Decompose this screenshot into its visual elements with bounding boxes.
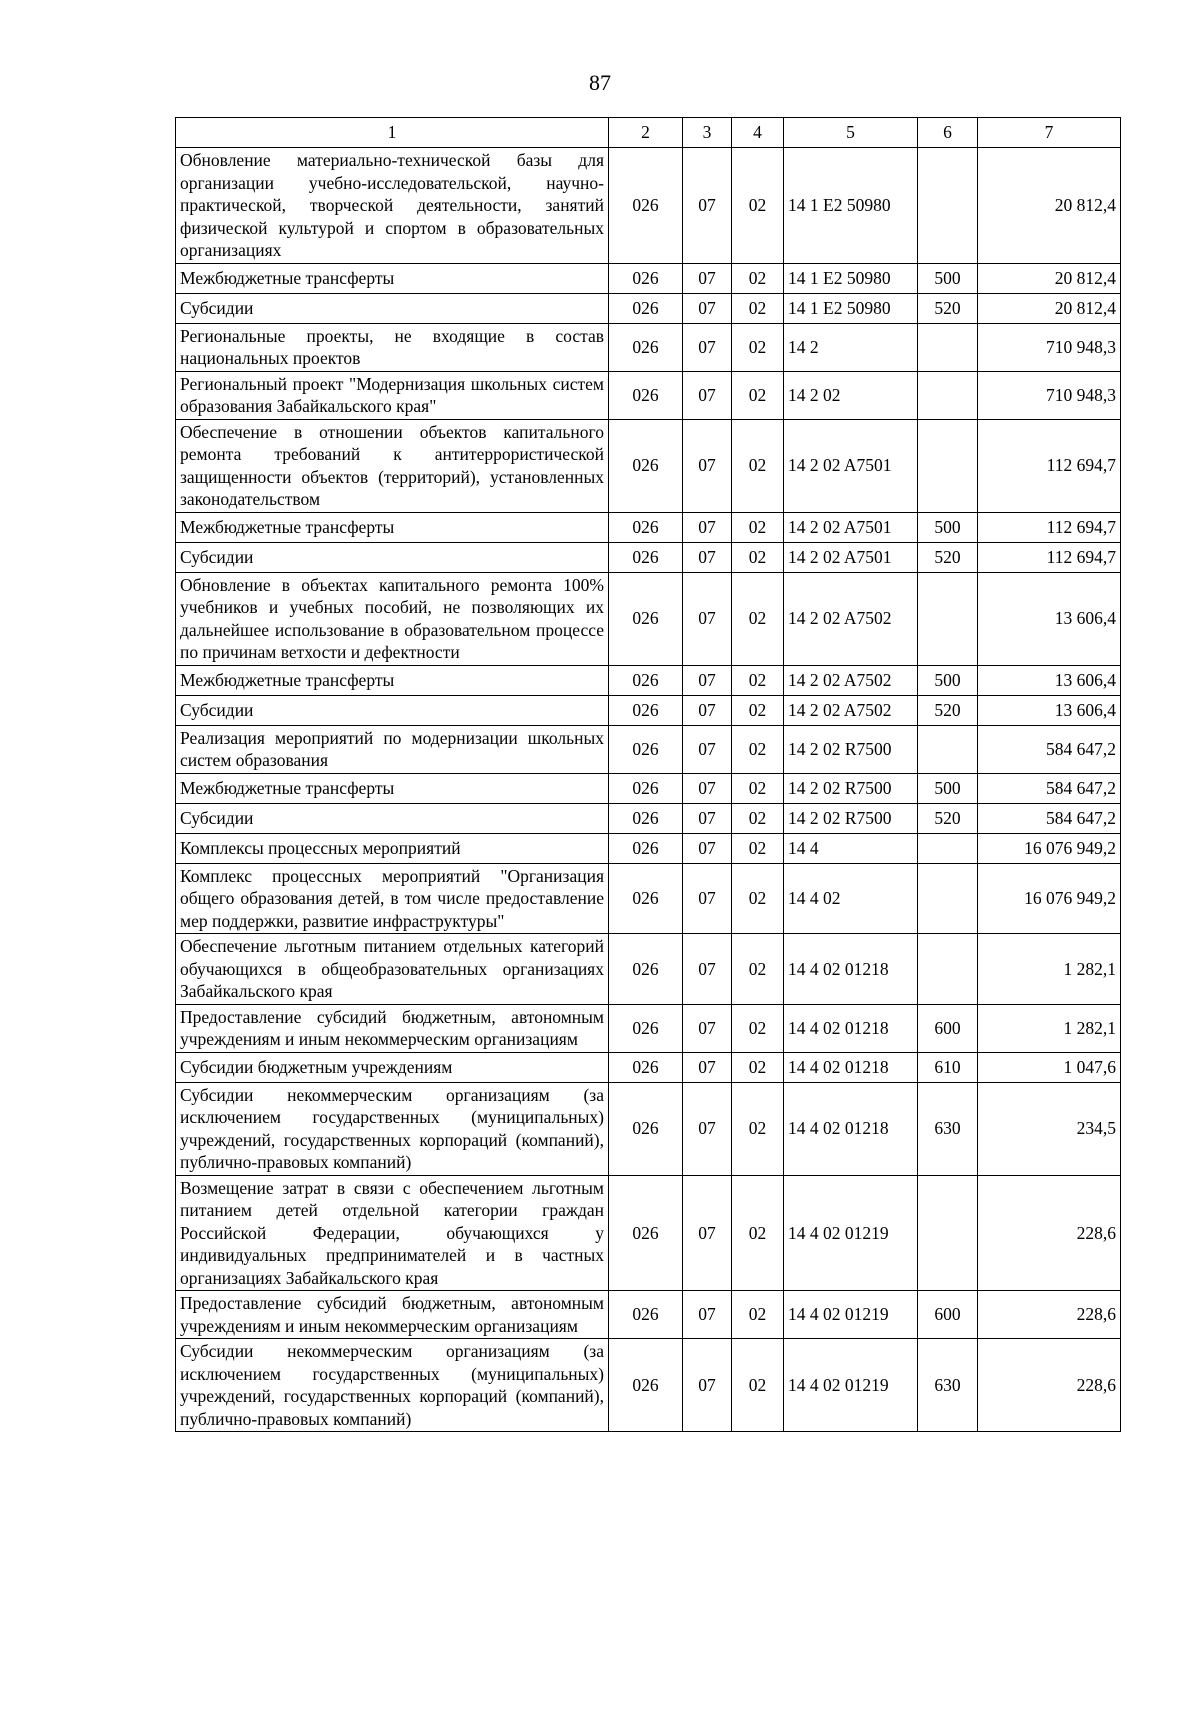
header-col-2: 2 [609, 118, 683, 148]
row-name: Обеспечение в отношении объектов капитального ремонта требований к антитеррористической защищенности объектов (территорий), установленных законодательством [176, 419, 609, 512]
header-col-5: 5 [784, 118, 918, 148]
row-amount: 710 948,3 [978, 371, 1121, 419]
row-amount: 584 647,2 [978, 803, 1121, 833]
row-subsection: 02 [732, 1291, 784, 1339]
row-name: Межбюджетные трансферты [176, 263, 609, 293]
table-row [176, 1082, 1121, 1175]
row-expense-type: 500 [918, 512, 978, 542]
table-row [176, 323, 1121, 371]
row-gr-code: 026 [609, 148, 683, 264]
row-section: 07 [683, 725, 732, 773]
row-expense-type: 600 [918, 1291, 978, 1339]
row-gr-code: 026 [609, 263, 683, 293]
table-row [176, 572, 1121, 665]
row-section: 07 [683, 803, 732, 833]
row-subsection: 02 [732, 1004, 784, 1052]
row-target-article: 14 2 [784, 323, 918, 371]
row-name: Предоставление субсидий бюджетным, автономным учреждениям и иным некоммерческим организациям [176, 1004, 609, 1052]
row-section: 07 [683, 572, 732, 665]
table-row [176, 148, 1121, 264]
row-target-article: 14 4 02 01218 [784, 1004, 918, 1052]
row-target-article: 14 2 02 R7500 [784, 725, 918, 773]
row-target-article: 14 1 E2 50980 [784, 263, 918, 293]
row-name: Субсидии некоммерческим организациям (за исключением государственных (муниципальных) учреждений, государственных корпораций (компаний), публично-правовых компаний) [176, 1339, 609, 1432]
row-expense-type [918, 148, 978, 264]
table-row [176, 833, 1121, 863]
row-amount: 16 076 949,2 [978, 833, 1121, 863]
row-section: 07 [683, 1082, 732, 1175]
row-gr-code: 026 [609, 1339, 683, 1432]
row-subsection: 02 [732, 419, 784, 512]
row-amount: 584 647,2 [978, 725, 1121, 773]
row-gr-code: 026 [609, 323, 683, 371]
row-target-article: 14 2 02 A7502 [784, 572, 918, 665]
row-amount: 112 694,7 [978, 542, 1121, 572]
row-section: 07 [683, 371, 732, 419]
row-subsection: 02 [732, 695, 784, 725]
row-subsection: 02 [732, 665, 784, 695]
row-target-article: 14 2 02 A7501 [784, 512, 918, 542]
row-subsection: 02 [732, 725, 784, 773]
table-row [176, 542, 1121, 572]
row-gr-code: 026 [609, 1175, 683, 1291]
row-amount: 13 606,4 [978, 572, 1121, 665]
row-target-article: 14 2 02 A7502 [784, 665, 918, 695]
row-gr-code: 026 [609, 695, 683, 725]
row-gr-code: 026 [609, 833, 683, 863]
row-name: Субсидии [176, 803, 609, 833]
row-amount: 112 694,7 [978, 512, 1121, 542]
table-row [176, 419, 1121, 512]
row-section: 07 [683, 665, 732, 695]
row-name: Субсидии [176, 542, 609, 572]
row-gr-code: 026 [609, 1004, 683, 1052]
row-amount: 20 812,4 [978, 148, 1121, 264]
row-section: 07 [683, 1175, 732, 1291]
row-amount: 710 948,3 [978, 323, 1121, 371]
row-gr-code: 026 [609, 371, 683, 419]
row-name: Возмещение затрат в связи с обеспечением льготным питанием детей отдельной категории граждан Российской Федерации, обучающихся у индивидуальных предпринимателей и в частных организациях Забайкальского края [176, 1175, 609, 1291]
row-name: Субсидии бюджетным учреждениям [176, 1052, 609, 1082]
page-number: 87 [589, 70, 611, 95]
row-amount: 1 282,1 [978, 1004, 1121, 1052]
row-subsection: 02 [732, 293, 784, 323]
row-section: 07 [683, 512, 732, 542]
table-row [176, 263, 1121, 293]
row-subsection: 02 [732, 773, 784, 803]
budget-table [175, 117, 1121, 1432]
row-gr-code: 026 [609, 863, 683, 934]
table-row [176, 695, 1121, 725]
table-row [176, 665, 1121, 695]
row-name: Обновление материально-технической базы для организации учебно-исследовательской, научно-практической, творческой деятельности, занятий физической культурой и спортом в образовательных организациях [176, 148, 609, 264]
row-subsection: 02 [732, 863, 784, 934]
row-target-article: 14 4 02 01218 [784, 1052, 918, 1082]
table-row [176, 512, 1121, 542]
row-name: Межбюджетные трансферты [176, 512, 609, 542]
table-row [176, 725, 1121, 773]
row-target-article: 14 1 E2 50980 [784, 148, 918, 264]
row-target-article: 14 2 02 A7501 [784, 542, 918, 572]
row-amount: 584 647,2 [978, 773, 1121, 803]
row-target-article: 14 4 02 01218 [784, 1082, 918, 1175]
row-subsection: 02 [732, 1339, 784, 1432]
row-expense-type [918, 323, 978, 371]
row-section: 07 [683, 1339, 732, 1432]
table-row [176, 773, 1121, 803]
header-col-3: 3 [683, 118, 732, 148]
row-target-article: 14 2 02 A7502 [784, 695, 918, 725]
row-name: Региональные проекты, не входящие в состав национальных проектов [176, 323, 609, 371]
table-row [176, 1291, 1121, 1339]
row-gr-code: 026 [609, 419, 683, 512]
row-section: 07 [683, 695, 732, 725]
row-section: 07 [683, 934, 732, 1005]
row-name: Субсидии [176, 293, 609, 323]
row-subsection: 02 [732, 803, 784, 833]
row-subsection: 02 [732, 833, 784, 863]
table-row [176, 1004, 1121, 1052]
row-section: 07 [683, 419, 732, 512]
row-expense-type [918, 371, 978, 419]
row-name: Предоставление субсидий бюджетным, автономным учреждениям и иным некоммерческим организациям [176, 1291, 609, 1339]
row-expense-type [918, 934, 978, 1005]
row-amount: 20 812,4 [978, 293, 1121, 323]
row-amount: 13 606,4 [978, 695, 1121, 725]
row-target-article: 14 2 02 R7500 [784, 803, 918, 833]
row-section: 07 [683, 773, 732, 803]
row-subsection: 02 [732, 1052, 784, 1082]
header-col-4: 4 [732, 118, 784, 148]
row-amount: 13 606,4 [978, 665, 1121, 695]
row-amount: 228,6 [978, 1175, 1121, 1291]
row-subsection: 02 [732, 1175, 784, 1291]
row-section: 07 [683, 263, 732, 293]
row-expense-type [918, 863, 978, 934]
row-target-article: 14 2 02 [784, 371, 918, 419]
row-gr-code: 026 [609, 512, 683, 542]
row-name: Субсидии [176, 695, 609, 725]
row-subsection: 02 [732, 934, 784, 1005]
table-row [176, 934, 1121, 1005]
row-expense-type [918, 725, 978, 773]
row-amount: 1 282,1 [978, 934, 1121, 1005]
row-section: 07 [683, 323, 732, 371]
row-gr-code: 026 [609, 725, 683, 773]
row-target-article: 14 1 E2 50980 [784, 293, 918, 323]
row-name: Обеспечение льготным питанием отдельных категорий обучающихся в общеобразовательных организациях Забайкальского края [176, 934, 609, 1005]
table-row [176, 371, 1121, 419]
row-target-article: 14 4 02 01219 [784, 1175, 918, 1291]
row-section: 07 [683, 1004, 732, 1052]
row-expense-type: 630 [918, 1082, 978, 1175]
row-expense-type: 500 [918, 773, 978, 803]
row-target-article: 14 4 02 01219 [784, 1339, 918, 1432]
table-row [176, 1339, 1121, 1432]
row-section: 07 [683, 833, 732, 863]
row-section: 07 [683, 542, 732, 572]
row-gr-code: 026 [609, 773, 683, 803]
row-expense-type: 600 [918, 1004, 978, 1052]
row-expense-type [918, 572, 978, 665]
row-name: Региональный проект "Модернизация школьных систем образования Забайкальского края" [176, 371, 609, 419]
row-gr-code: 026 [609, 934, 683, 1005]
row-name: Субсидии некоммерческим организациям (за исключением государственных (муниципальных) учреждений, государственных корпораций (компаний), публично-правовых компаний) [176, 1082, 609, 1175]
row-section: 07 [683, 1291, 732, 1339]
row-expense-type: 520 [918, 542, 978, 572]
header-col-6: 6 [918, 118, 978, 148]
row-gr-code: 026 [609, 1052, 683, 1082]
row-subsection: 02 [732, 148, 784, 264]
row-expense-type: 520 [918, 803, 978, 833]
row-expense-type: 610 [918, 1052, 978, 1082]
row-gr-code: 026 [609, 665, 683, 695]
row-gr-code: 026 [609, 1082, 683, 1175]
row-name: Межбюджетные трансферты [176, 665, 609, 695]
row-expense-type: 520 [918, 293, 978, 323]
row-name: Обновление в объектах капитального ремонта 100% учебников и учебных пособий, не позволяющих их дальнейшее использование в образовательном процессе по причинам ветхости и дефектности [176, 572, 609, 665]
row-section: 07 [683, 148, 732, 264]
row-section: 07 [683, 293, 732, 323]
table-row [176, 1175, 1121, 1291]
table-row [176, 863, 1121, 934]
row-gr-code: 026 [609, 1291, 683, 1339]
header-col-1: 1 [176, 118, 609, 148]
row-target-article: 14 2 02 R7500 [784, 773, 918, 803]
row-amount: 20 812,4 [978, 263, 1121, 293]
header-row [176, 118, 1121, 148]
row-name: Комплекс процессных мероприятий "Организация общего образования детей, в том числе предоставление мер поддержки, развитие инфраструктуры" [176, 863, 609, 934]
row-expense-type [918, 1175, 978, 1291]
row-amount: 234,5 [978, 1082, 1121, 1175]
row-name: Межбюджетные трансферты [176, 773, 609, 803]
row-target-article: 14 2 02 A7501 [784, 419, 918, 512]
row-subsection: 02 [732, 542, 784, 572]
row-target-article: 14 4 02 [784, 863, 918, 934]
row-name: Реализация мероприятий по модернизации школьных систем образования [176, 725, 609, 773]
table-row [176, 803, 1121, 833]
row-subsection: 02 [732, 572, 784, 665]
row-gr-code: 026 [609, 803, 683, 833]
row-amount: 16 076 949,2 [978, 863, 1121, 934]
row-target-article: 14 4 02 01219 [784, 1291, 918, 1339]
row-gr-code: 026 [609, 542, 683, 572]
row-expense-type [918, 833, 978, 863]
row-expense-type: 520 [918, 695, 978, 725]
row-subsection: 02 [732, 371, 784, 419]
row-subsection: 02 [732, 263, 784, 293]
row-gr-code: 026 [609, 572, 683, 665]
row-subsection: 02 [732, 512, 784, 542]
row-section: 07 [683, 863, 732, 934]
row-amount: 228,6 [978, 1339, 1121, 1432]
row-expense-type: 630 [918, 1339, 978, 1432]
row-section: 07 [683, 1052, 732, 1082]
row-target-article: 14 4 [784, 833, 918, 863]
table-row [176, 1052, 1121, 1082]
header-col-7: 7 [978, 118, 1121, 148]
row-subsection: 02 [732, 1082, 784, 1175]
row-expense-type: 500 [918, 665, 978, 695]
row-amount: 1 047,6 [978, 1052, 1121, 1082]
row-subsection: 02 [732, 323, 784, 371]
row-amount: 112 694,7 [978, 419, 1121, 512]
row-expense-type: 500 [918, 263, 978, 293]
row-name: Комплексы процессных мероприятий [176, 833, 609, 863]
row-target-article: 14 4 02 01218 [784, 934, 918, 1005]
row-expense-type [918, 419, 978, 512]
row-amount: 228,6 [978, 1291, 1121, 1339]
table-row [176, 293, 1121, 323]
row-gr-code: 026 [609, 293, 683, 323]
